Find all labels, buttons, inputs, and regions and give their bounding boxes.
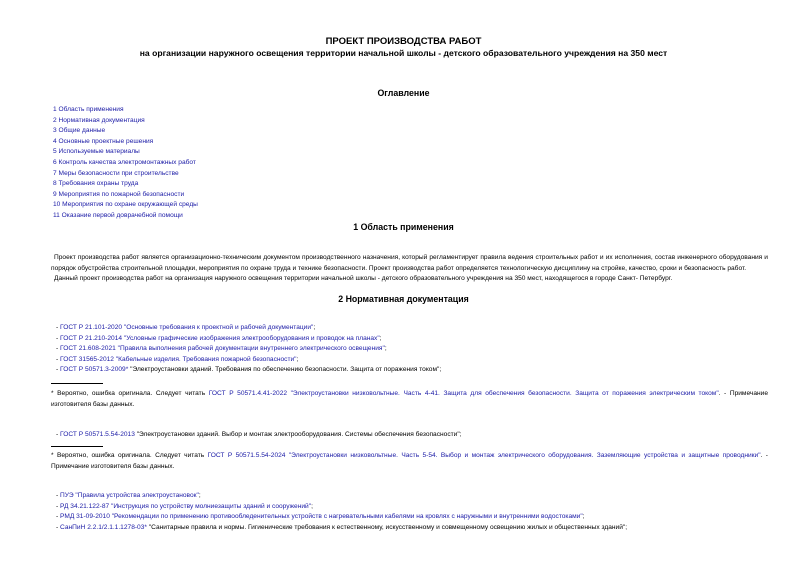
toc-item-1[interactable]: 1 Область применения — [53, 106, 124, 113]
toc-item-5[interactable]: 5 Используемые материалы — [53, 148, 140, 156]
list-item: - РМД 31-09-2010 "Рекомендации по применению противообледенительных устройств с нагревательными кабелями на кровлях с наружными и внутренними водостоками"; — [56, 513, 585, 520]
list-item: - ГОСТ 31565-2012 "Кабельные изделия. Требования пожарной безопасности"; — [56, 355, 299, 363]
norm-link[interactable]: ГОСТ 21.608-2021 "Правила выполнения рабочей документации внутреннего электрического освещения" — [60, 345, 385, 352]
footnote-link[interactable]: ГОСТ Р 50571.4.41-2022 "Электроустановки низковольтные. Часть 4-41. Защита для обеспечения безопасности. Защита от поражения электрическим током" — [208, 390, 719, 397]
document-title: ПРОЕКТ ПРОИЗВОДСТВА РАБОТ — [325, 36, 482, 47]
list-item: - ГОСТ 21.608-2021 "Правила выполнения рабочей документации внутреннего электрического освещения"; — [56, 345, 387, 352]
norm-link[interactable]: ГОСТ Р 21.210-2014 "Условные графические изображения электрооборудования и проводок на планах" — [60, 334, 380, 342]
section-1-heading: 1 Область применения — [353, 222, 454, 232]
list-item: - ГОСТ Р 50571.5.54-2013 "Электроустановки зданий. Выбор и монтаж электрооборудования. Системы обеспечения безопасности"; — [56, 431, 462, 438]
toc-item-9[interactable]: 9 Мероприятия по пожарной безопасности — [53, 190, 185, 198]
norm-link[interactable]: ГОСТ Р 50571.5.54-2013 — [60, 431, 135, 438]
toc-heading: Оглавление — [377, 88, 430, 98]
document-subtitle: на организации наружного освещения территории начальной школы - детского образовательного учреждения на 350 мест — [139, 48, 668, 58]
norm-list-1 — [56, 323, 441, 376]
norm-link[interactable]: РМД 31-09-2010 "Рекомендации по применению противообледенительных устройств с нагревательными кабелями на кровлях с наружными и внутренними водостоками" — [60, 513, 583, 520]
footnote-divider-2 — [51, 446, 103, 447]
section-1-paragraph-1: Проект производства работ является организационно-техническим документом производственного назначения, который регламентирует правила ведения строительных работ и их исполнения, состав инженерного оборудования и порядок обустройства строительной площадки, мероприятия по охране труда и технике безопасности. Проект производства работ определяется технологическую дисциплину на стройке, качество, сроки и безопасность работ. — [51, 254, 768, 272]
section-1-body — [51, 253, 768, 285]
toc-item-4[interactable]: 4 Основные проектные решения — [53, 137, 154, 145]
list-item: - ПУЭ "Правила устройства электроустановок"; — [56, 492, 201, 499]
list-item: - ГОСТ Р 50571.3-2009* "Электроустановки зданий. Требования по обеспечению безопасности. Защита от поражения током"; — [56, 366, 442, 373]
section-2-heading: 2 Нормативная документация — [338, 294, 469, 304]
toc-item-8[interactable]: 8 Требования охраны труда — [53, 180, 139, 188]
table-of-contents — [53, 105, 198, 222]
list-item: - СанПиН 2.2.1/2.1.1.1278-03* "Санитарные правила и нормы. Гигиенические требования к естественному, искусственному и совмещенному освещению жилых и общественных зданий"; — [56, 523, 628, 531]
toc-item-3[interactable]: 3 Общие данные — [53, 127, 106, 135]
norm-link[interactable]: ГОСТ Р 21.101-2020 "Основные требования к проектной и рабочей документации" — [60, 324, 314, 331]
toc-item-2[interactable]: 2 Нормативная документация — [53, 116, 145, 124]
list-item: - ГОСТ Р 21.210-2014 "Условные графические изображения электрооборудования и проводок на планах"; — [56, 334, 382, 342]
norm-link[interactable]: ГОСТ Р 50571.3-2009* — [60, 366, 129, 373]
footnote-2: * Вероятно, ошибка оригинала. Следует читать ГОСТ Р 50571.5.54-2024 "Электроустановки низковольтные. Часть 5-54. Выбор и монтаж электрического оборудования. Заземляющие устройства и защитные проводники". - Примечание изготовителя базы данных. — [51, 452, 768, 470]
norm-list-3 — [56, 491, 627, 533]
toc-item-11[interactable]: 11 Оказание первой доврачебной помощи — [53, 211, 183, 219]
footnote-link[interactable]: ГОСТ Р 50571.5.54-2024 "Электроустановки низковольтные. Часть 5-54. Выбор и монтаж электрического оборудования. Заземляющие устройства и защитные проводники" — [207, 452, 761, 459]
footnote-divider-1 — [51, 383, 103, 384]
section-1-paragraph-2: Данный проект производства работ на организация наружного освещения территории начальной школы - детского образовательного учреждения на 350 мест, находящегося в городе Санкт- Петербург. — [54, 275, 673, 282]
norm-link[interactable]: ПУЭ "Правила устройства электроустановок" — [60, 492, 199, 499]
norm-link[interactable]: ГОСТ 31565-2012 "Кабельные изделия. Требования пожарной безопасности" — [60, 355, 297, 363]
norm-link[interactable]: РД 34.21.122-87 "Инструкция по устройству молниезащиты зданий и сооружений" — [60, 502, 312, 510]
toc-item-10[interactable]: 10 Мероприятия по охране окружающей среды — [53, 201, 198, 209]
norm-link[interactable]: СанПиН 2.2.1/2.1.1.1278-03* — [60, 523, 147, 531]
norm-list-2 — [56, 430, 462, 441]
list-item: - РД 34.21.122-87 "Инструкция по устройству молниезащиты зданий и сооружений"; — [56, 502, 313, 510]
toc-item-7[interactable]: 7 Меры безопасности при строительстве — [53, 169, 179, 177]
footnote-1: * Вероятно, ошибка оригинала. Следует читать ГОСТ Р 50571.4.41-2022 "Электроустановки низковольтные. Часть 4-41. Защита для обеспечения безопасности. Защита от поражения электрическим током". - Примечание изготовителя базы данных. — [51, 390, 768, 408]
toc-item-6[interactable]: 6 Контроль качества электромонтажных работ — [53, 158, 196, 166]
list-item: - ГОСТ Р 21.101-2020 "Основные требования к проектной и рабочей документации"; — [56, 324, 316, 331]
